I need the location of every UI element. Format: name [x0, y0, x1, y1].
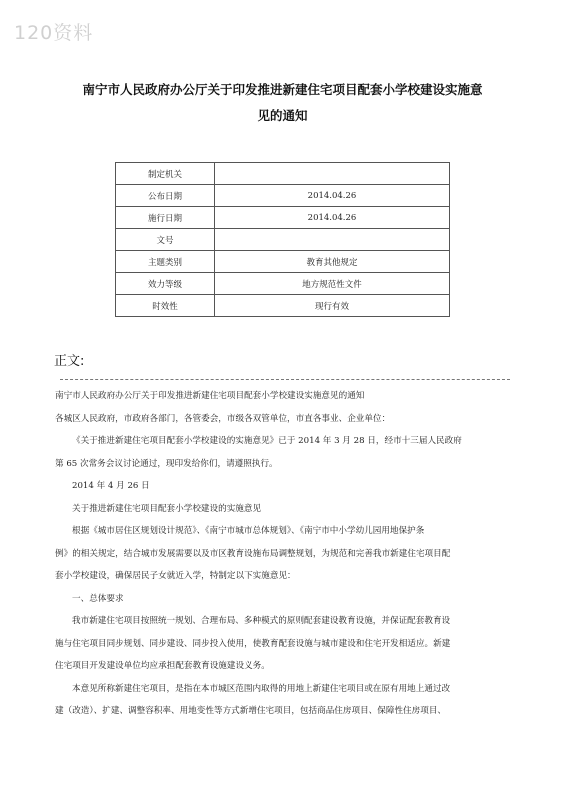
section-heading: 一、总体要求 [72, 593, 124, 604]
table-row [116, 207, 450, 229]
table-row [116, 295, 450, 317]
meta-label: 施行日期 [116, 207, 215, 229]
table-row [116, 185, 450, 207]
divider [60, 379, 510, 380]
table-row [116, 163, 450, 185]
document-body [55, 385, 512, 723]
meta-label: 效力等级 [116, 273, 215, 295]
metadata-table [115, 162, 450, 317]
meta-value: 现行有效 [215, 295, 450, 317]
table-row [116, 273, 450, 295]
meta-value: 2014.04.26 [215, 185, 450, 207]
meta-value: 地方规范性文件 [215, 273, 450, 295]
paragraph-line: 住宅项目开发建设单位均应承担配套教育设施建设义务。 [55, 661, 270, 671]
notice-title-line: 南宁市人民政府办公厅关于印发推进新建住宅项目配套小学校建设实施意见的通知 [55, 391, 365, 401]
title-line-1: 南宁市人民政府办公厅关于印发推进新建住宅项目配套小学校建设实施意 [82, 82, 483, 97]
title-line-2: 见的通知 [257, 108, 308, 123]
meta-label: 主题类别 [116, 251, 215, 273]
meta-value: 教育其他规定 [215, 251, 450, 273]
table-row [116, 251, 450, 273]
paragraph-line: 第 65 次常务会议讨论通过，现印发给你们，请遵照执行。 [55, 458, 278, 469]
meta-value [215, 229, 450, 251]
meta-label: 制定机关 [116, 163, 215, 185]
meta-label: 文号 [116, 229, 215, 251]
meta-label: 公布日期 [116, 185, 215, 207]
watermark-logo: 120资料 [14, 22, 94, 44]
paragraph-line: 本意见所称新建住宅项目，是指在本市城区范围内取得的用地上新建住宅项目或在原有用地上通过改 [72, 683, 451, 694]
paragraph-line: 例》的相关规定，结合城市发展需要以及市区教育设施布局调整规划，为规范和完善我市新建住宅项目配 [55, 548, 451, 559]
body-heading: 正文: [54, 354, 85, 369]
addressee-line: 各城区人民政府，市政府各部门，各管委会，市级各双管单位，市直各事业、企业单位： [55, 413, 391, 424]
paragraph-line: 建（改造）、扩建、调整容积率、用地变性等方式新增住宅项目，包括商品住房项目、保障性住房项目、 [55, 706, 447, 716]
document-title [28, 77, 537, 129]
subtitle-line: 关于推进新建住宅项目配套小学校建设的实施意见 [72, 503, 262, 514]
meta-value: 2014.04.26 [215, 207, 450, 229]
table-row [116, 229, 450, 251]
meta-value [215, 163, 450, 185]
meta-label: 时效性 [116, 295, 215, 317]
paragraph-line: 根据《城市居住区规划设计规范》、《南宁市城市总体规划》、《南宁市中小学幼儿园用地保护条 [72, 526, 425, 536]
paragraph-line: 施与住宅项目同步规划、同步建设、同步投入使用，使教育配套设施与城市建设和住宅开发相适应。新建 [55, 638, 451, 649]
paragraph-line: 我市新建住宅项目按照统一规划、合理布局、多种模式的原则配套建设教育设施，并保证配套教育设 [72, 616, 451, 626]
date-line: 2014 年 4 月 26 日 [72, 481, 150, 491]
paragraph-line: 《关于推进新建住宅项目配套小学校建设的实施意见》已于 2014 年 3 月 28 日，经市十三届人民政府 [72, 436, 462, 446]
paragraph-line: 套小学校建设，确保居民子女就近入学，特制定以下实施意见： [55, 571, 296, 581]
